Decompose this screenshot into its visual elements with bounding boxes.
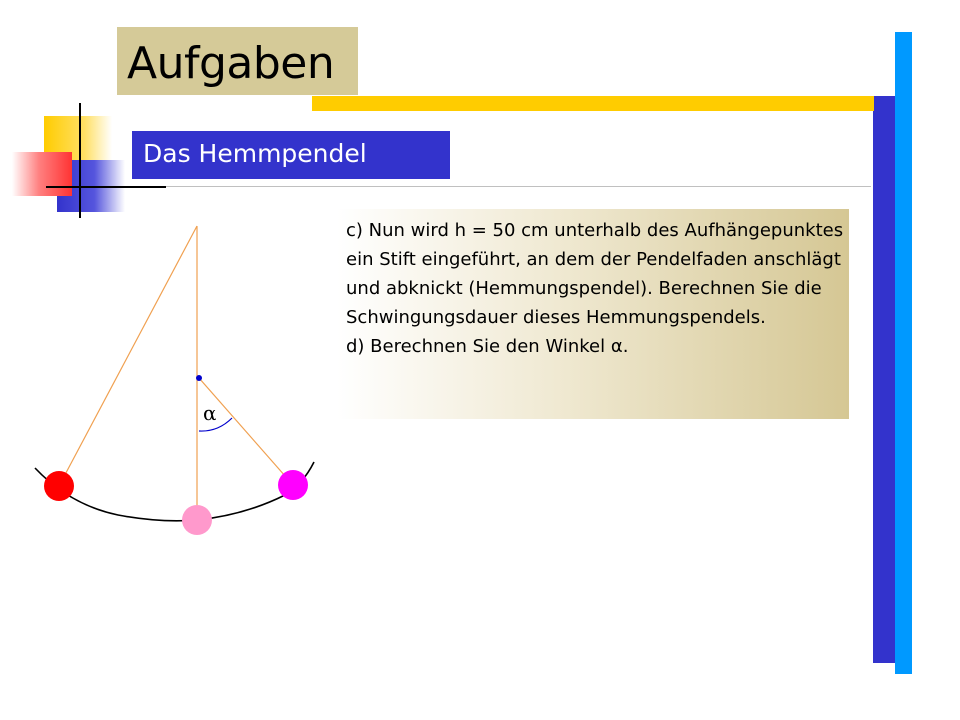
pendulum-string-right [199, 378, 293, 485]
page-title: Aufgaben [127, 38, 335, 89]
pendulum-bob-left [44, 471, 74, 501]
task-d-text: d) Berechnen Sie den Winkel α. [346, 336, 629, 357]
pendulum-string-left [59, 226, 197, 486]
task-c-text: c) Nun wird h = 50 cm unterhalb des Aufhängepunktes ein Stift eingeführt, an dem der Pendelfaden anschlägt und abknickt (Hemmungspendel). Berechnen Sie die Schwingungsdauer dieses Hemmungspendels. [346, 220, 844, 328]
pin-dot [196, 375, 202, 381]
pendulum-bob-bottom [182, 505, 212, 535]
section-subtitle: Das Hemmpendel [143, 139, 367, 168]
angle-label: α [203, 401, 217, 425]
swing-arc [35, 462, 314, 521]
pendulum-bob-right [278, 470, 308, 500]
